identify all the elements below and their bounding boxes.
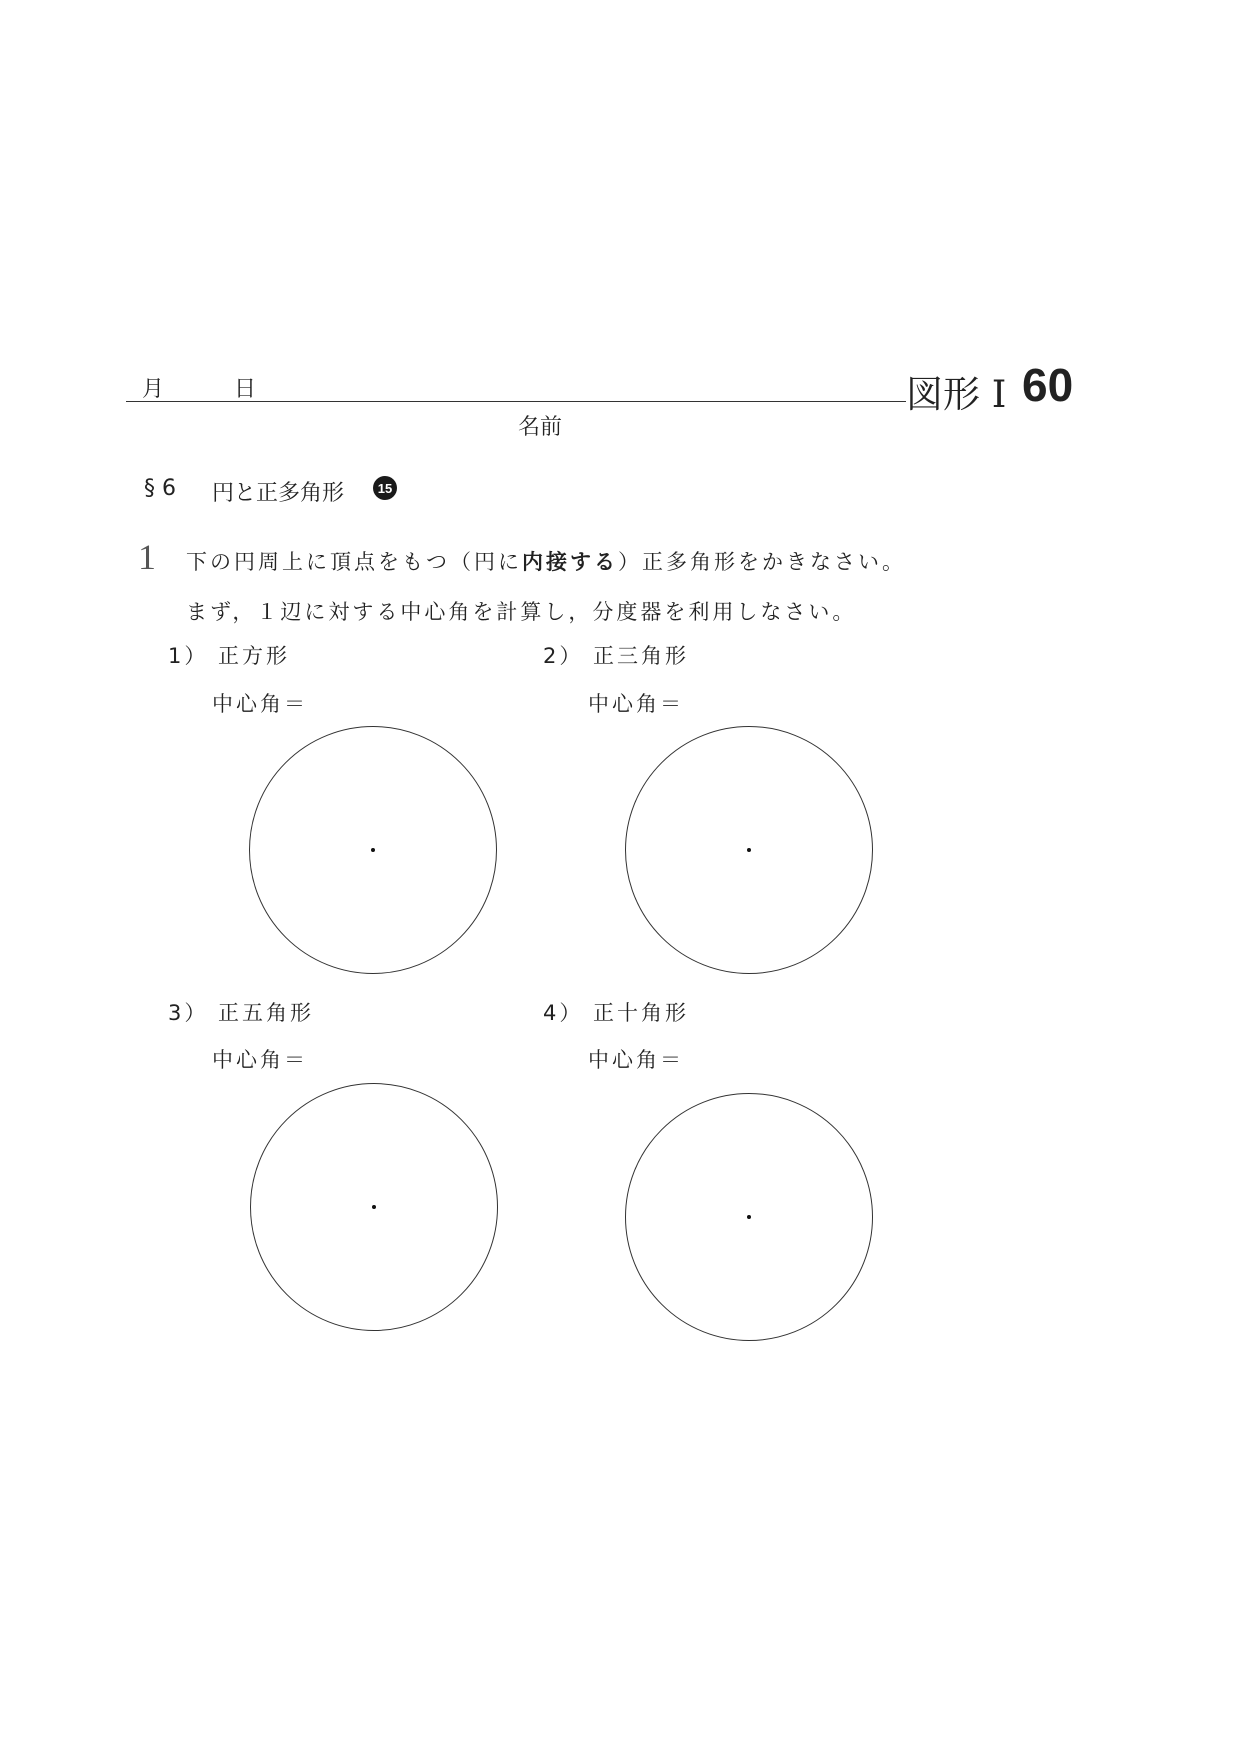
subject-title: 図形 I [906, 373, 1007, 416]
month-label: 月 [142, 377, 165, 402]
item-2-center-point [747, 848, 751, 852]
page-number: 60 [1022, 359, 1074, 411]
problem-hint: まず，１辺に対する中心角を計算し，分度器を利用しなさい。 [186, 600, 857, 624]
section-badge: 15 [373, 476, 397, 500]
item-3-label: 3） 正五角形 [168, 1001, 315, 1025]
item-1-center-point [371, 848, 375, 852]
item-3-angle-label: 中心角＝ [212, 1048, 308, 1072]
instruction-before: 下の円周上に頂点をもつ（円に [186, 550, 522, 574]
item-4-label: 4） 正十角形 [543, 1001, 690, 1025]
instruction-after: ）正多角形をかきなさい。 [618, 550, 906, 574]
item-2-label: 2） 正三角形 [543, 644, 690, 668]
item-1-label: 1） 正方形 [168, 644, 291, 668]
instruction-bold: 内接する [522, 550, 618, 574]
problem-instruction [186, 546, 906, 576]
name-label: 名前 [518, 415, 563, 440]
item-3-center-point [372, 1205, 376, 1209]
section-mark: § 6 [144, 476, 176, 501]
problem-number: 1 [138, 537, 156, 577]
header-rule [126, 401, 906, 402]
day-label: 日 [234, 377, 257, 402]
item-1-angle-label: 中心角＝ [212, 692, 308, 716]
item-4-center-point [747, 1215, 751, 1219]
item-4-angle-label: 中心角＝ [588, 1048, 684, 1072]
item-2-angle-label: 中心角＝ [588, 692, 684, 716]
section-title: 円と正多角形 [212, 481, 345, 506]
